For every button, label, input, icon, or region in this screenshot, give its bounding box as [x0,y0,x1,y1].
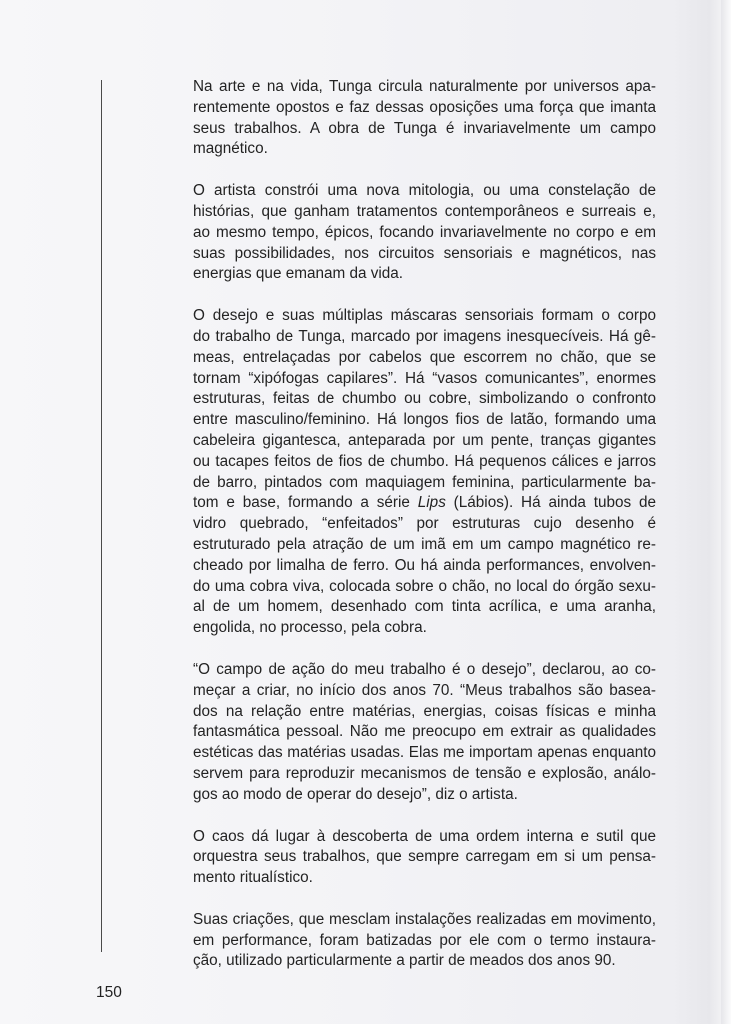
text-line: ou tacapes feitos de fios de chumbo. Há pequenos cálices e jarros [193,452,656,470]
text-line: estruturado pela atração de um imã em um campo magnético re- [193,535,656,553]
paragraph-1 [193,77,656,160]
text-line: energias que emanam da vida. [193,265,404,283]
text-line: Na arte e na vida, Tunga circula naturalmente por universos apa- [193,78,656,95]
text-line: do uma cobra viva, colocada sobre o chão, no local do órgão sexu- [193,577,656,595]
paragraph-3 [193,306,656,639]
page-edge [721,0,731,1024]
body-text [193,77,656,993]
text-line: meçar a criar, no início dos anos 70. “Meus trabalhos são basea- [193,681,656,699]
text-line: entre masculino/feminino. Há longos fios de latão, formando uma [193,411,656,429]
text-line: O desejo e suas múltiplas máscaras sensoriais formam o corpo [193,307,656,325]
text-line: seus trabalhos. A obra de Tunga é invariavelmente um campo [193,119,656,137]
text-line: dos na relação entre matérias, energias, coisas físicas e minha [193,702,656,720]
text-line: engolida, no processo, pela cobra. [193,619,427,637]
text-line: O artista constrói uma nova mitologia, ou uma constelação de [193,182,656,200]
paragraph-6 [193,910,656,972]
text-line: do trabalho de Tunga, marcado por imagens inesquecíveis. Há gê- [193,327,656,345]
text-line: em performance, foram batizadas por ele com o termo instaura- [193,931,656,949]
text-line: meas, entrelaçadas por cabelos que escorrem no chão, que se [193,348,656,366]
text-line: estéticas das matérias usadas. Elas me importam apenas enquanto [193,744,656,762]
text-line: cabeleira gigantesca, anteparada por um pente, tranças gigantes [193,431,656,449]
text-line: suas possibilidades, nos circuitos sensoriais e magnéticos, nas [193,244,656,262]
text-line: histórias, que ganham tratamentos contemporâneos e surreais e, [193,202,656,220]
paragraph-5 [193,827,656,889]
text-line-with-title [193,493,656,514]
text-line: vidro quebrado, “enfeitados” por estruturas cujo desenho é [193,515,656,533]
page-number: 150 [96,984,122,1001]
text-line: “O campo de ação do meu trabalho é o desejo”, declarou, ao co- [193,660,656,678]
paragraph-2 [193,181,656,285]
text-run: (Lábios). Há ainda tubos de [445,494,656,512]
margin-rule [101,80,102,952]
text-line: orquestra seus trabalhos, que sempre carregam em si um pensa- [193,848,656,866]
text-line: estruturas, feitas de chumbo ou cobre, simbolizando o confronto [193,390,656,408]
text-line: ao mesmo tempo, épicos, focando invariavelmente no corpo e em [193,223,656,241]
text-run: tom e base, formando a série [193,494,418,512]
text-line: al de um homem, desenhado com tinta acrílica, e uma aranha, [193,598,656,616]
paragraph-4 [193,660,656,806]
text-line: magnético. [193,140,268,158]
text-line: tornam “xipófogas capilares”. Há “vasos comunicantes”, enormes [193,369,656,387]
text-line: Suas criações, que mesclam instalações realizadas em movimento, [193,910,656,928]
text-line: mento ritualístico. [193,869,313,887]
text-line: ção, utilizado particularmente a partir de meados dos anos 90. [193,952,616,970]
text-line: O caos dá lugar à descoberta de uma ordem interna e sutil que [193,827,656,845]
text-line: rentemente opostos e faz dessas oposições uma força que imanta [193,98,656,116]
text-line: gos ao modo de operar do desejo”, diz o artista. [193,785,518,803]
text-line: servem para reproduzir mecanismos de tensão e explosão, análo- [193,764,656,782]
text-line: fantasmática pessoal. Não me preocupo em extrair as qualidades [193,723,656,741]
text-line: de barro, pintados com maquiagem feminina, particularmente ba- [193,473,656,491]
text-line: cheado por limalha de ferro. Ou há ainda performances, envolven- [193,556,656,574]
series-title: Lips [417,494,446,512]
